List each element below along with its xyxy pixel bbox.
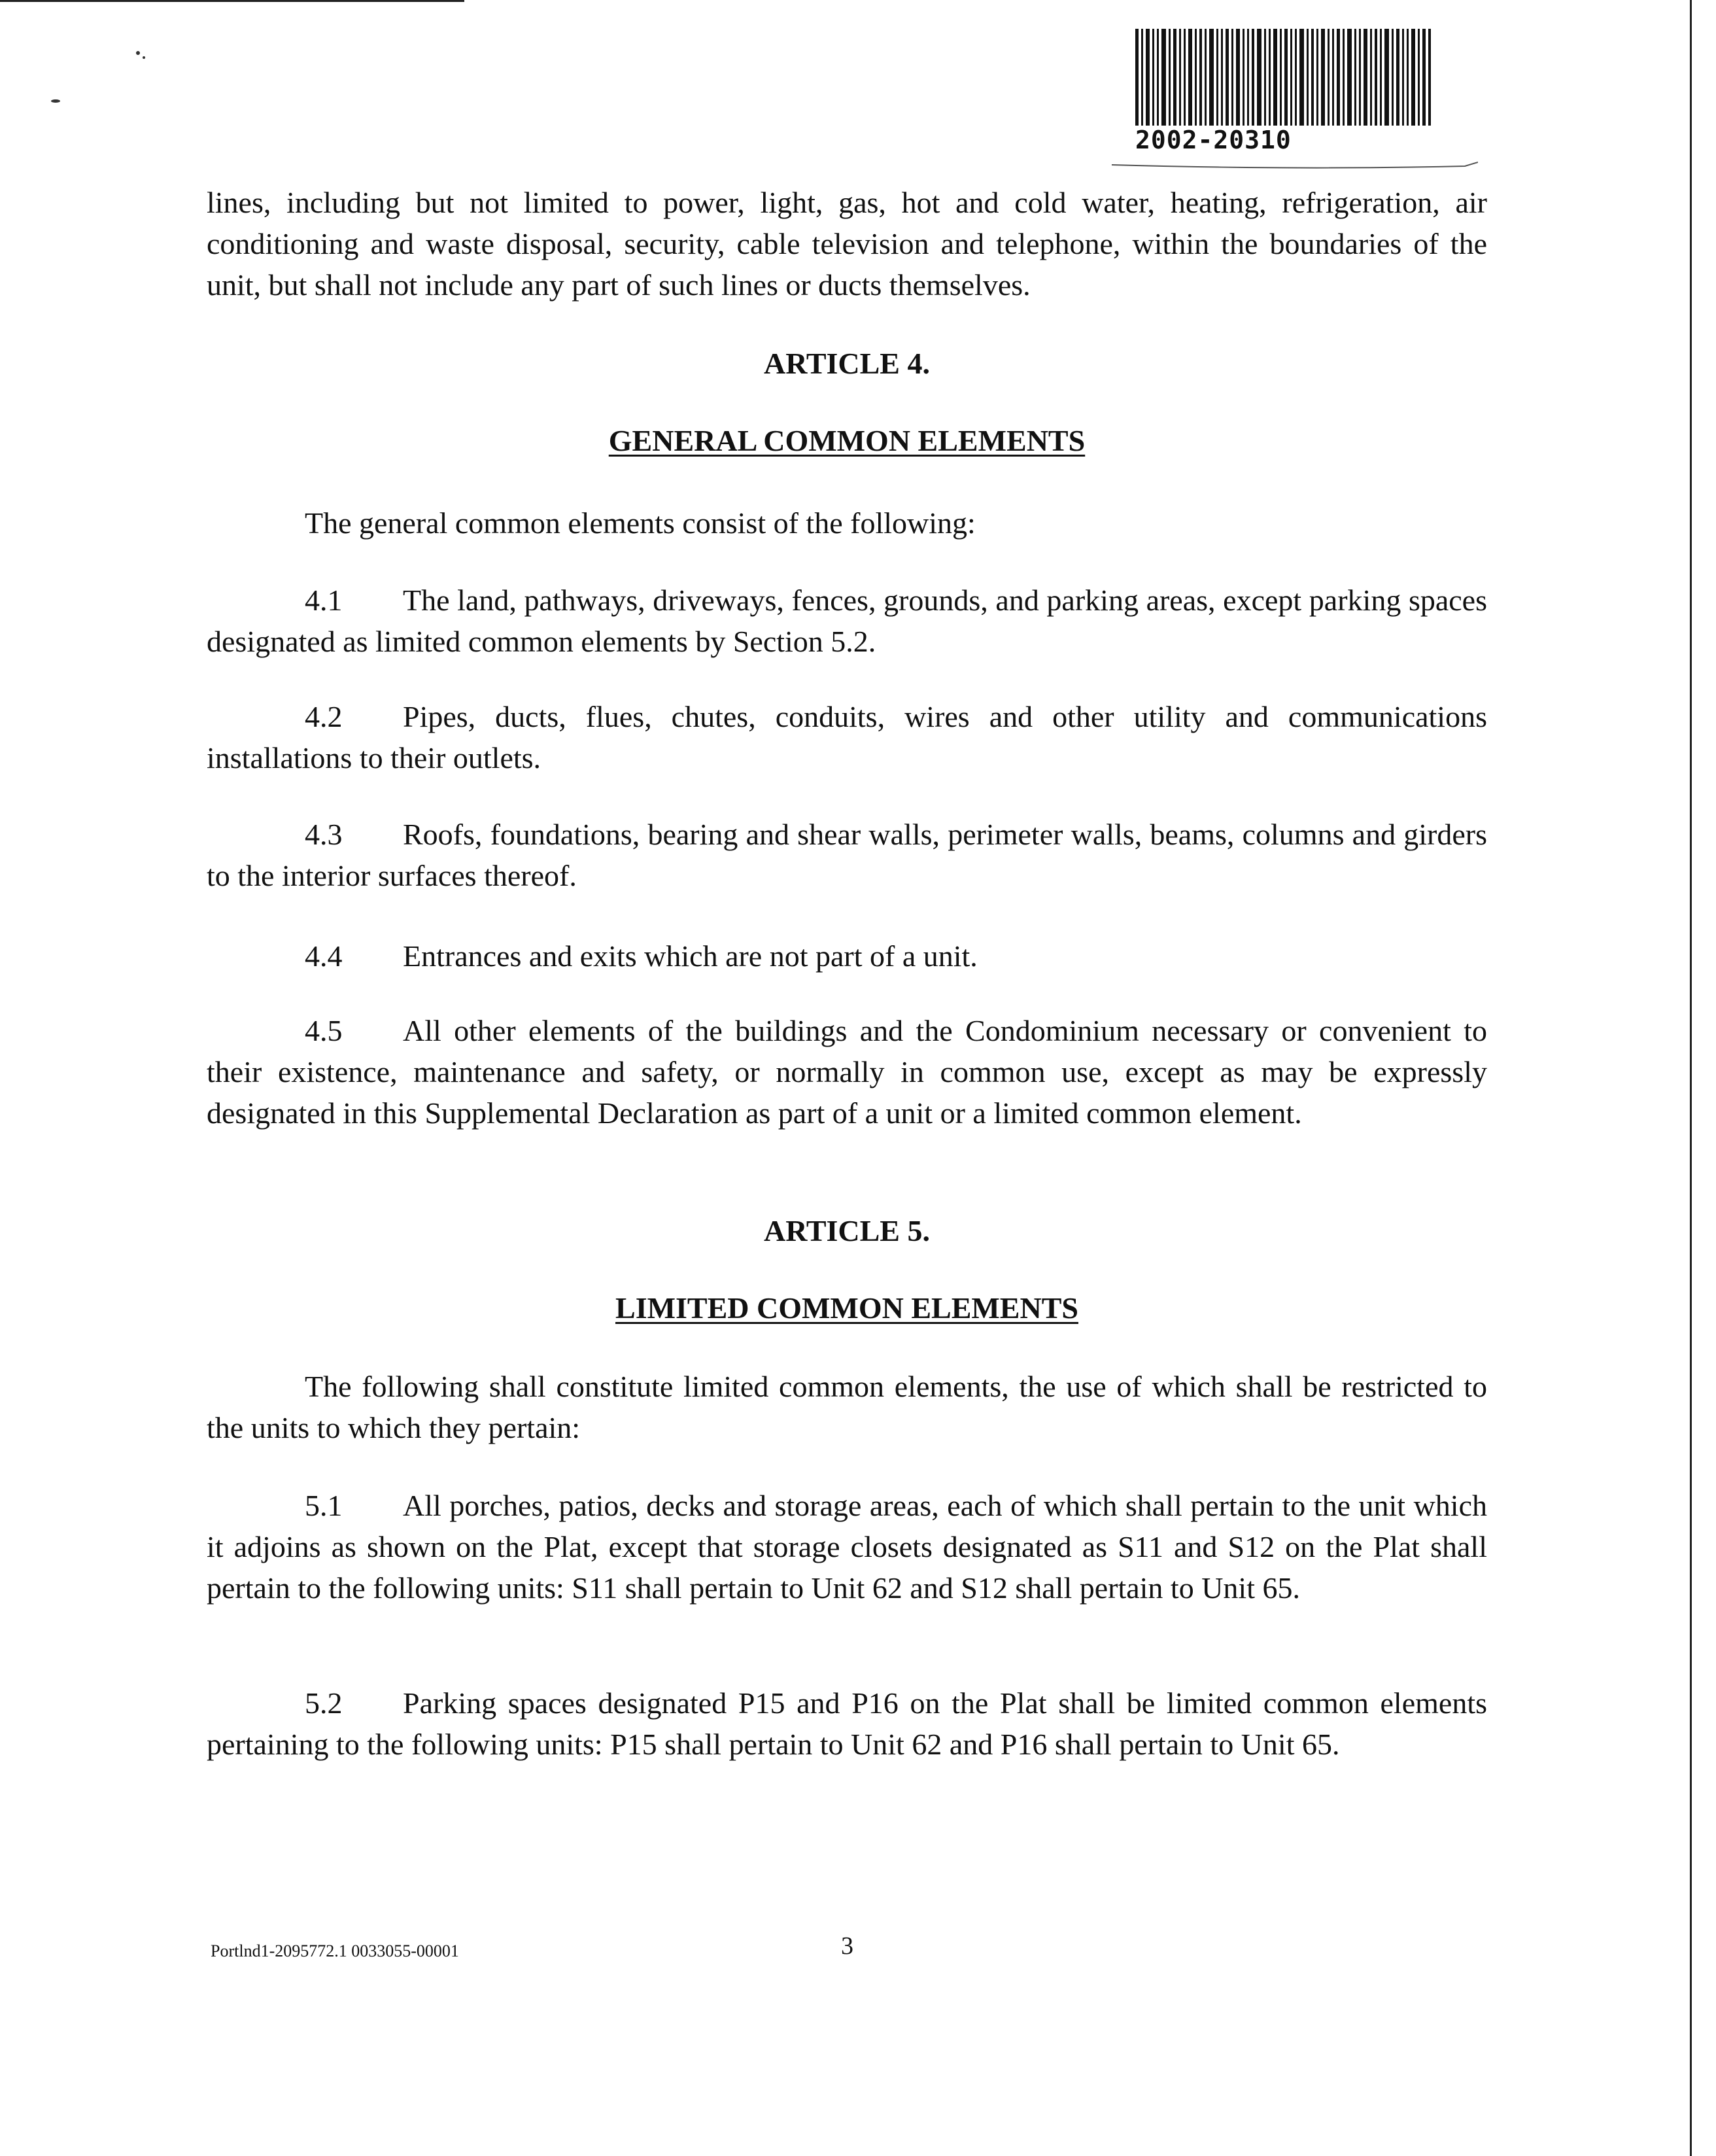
recording-barcode bbox=[1135, 29, 1431, 160]
recording-number: 2002-20310 bbox=[1135, 126, 1292, 154]
section-5-1 bbox=[207, 1485, 1487, 1608]
section-5-2 bbox=[207, 1682, 1487, 1765]
page-number: 3 bbox=[841, 1932, 853, 1960]
section-number: 5.2 bbox=[305, 1686, 343, 1720]
footer-document-id: Portlnd1-2095772.1 0033055-00001 bbox=[211, 1941, 459, 1960]
continuation-paragraph: lines, including but not limited to power, light, gas, hot and cold water, heating, refrigeration, air conditioning and waste disposal, security, cable television and telephone, within the boundaries of the unit, but shall not include any part of such lines or ducts themselves. bbox=[207, 186, 1487, 302]
section-4-5 bbox=[207, 1010, 1487, 1134]
section-number: 4.1 bbox=[305, 583, 343, 617]
article-4-heading-text: GENERAL COMMON ELEMENTS bbox=[608, 424, 1086, 457]
section-number: 5.1 bbox=[305, 1489, 343, 1522]
article-4-intro: The general common elements consist of the following: bbox=[305, 506, 976, 540]
section-text: All other elements of the buildings and the Condominium necessary or convenient to their existence, maintenance and safety, or normally in common use, except as may be expressly designated in this Supplemental Declaration as part of a unit or a limited common element. bbox=[207, 1014, 1487, 1130]
section-text: Parking spaces designated P15 and P16 on the Plat shall be limited common elements pertaining to the following units: P15 shall pertain to Unit 62 and P16 shall pertain to Unit 65. bbox=[207, 1686, 1487, 1761]
section-text: Roofs, foundations, bearing and shear walls, perimeter walls, beams, columns and girders to the interior surfaces thereof. bbox=[207, 818, 1487, 892]
article-5-heading bbox=[207, 1287, 1487, 1329]
article-5-intro-text: The following shall constitute limited common elements, the use of which shall be restricted to the units to which they pertain: bbox=[207, 1370, 1487, 1444]
scan-edge-top bbox=[0, 0, 464, 2]
stamp-underline bbox=[1112, 161, 1478, 174]
section-number: 4.3 bbox=[305, 818, 343, 851]
scan-speck bbox=[136, 51, 140, 55]
section-text: The land, pathways, driveways, fences, grounds, and parking areas, except parking spaces designated as limited common elements by Section 5.2. bbox=[207, 583, 1487, 658]
article-5-heading-text: LIMITED COMMON ELEMENTS bbox=[615, 1291, 1078, 1325]
barcode-icon bbox=[1135, 29, 1431, 126]
section-4-3 bbox=[207, 814, 1487, 896]
article-5-title: ARTICLE 5. bbox=[764, 1214, 930, 1247]
section-number: 4.5 bbox=[305, 1014, 343, 1047]
article-4-heading bbox=[207, 420, 1487, 461]
article-5-intro bbox=[207, 1366, 1487, 1448]
section-number: 4.4 bbox=[305, 939, 343, 973]
section-4-2 bbox=[207, 696, 1487, 778]
scan-speck bbox=[143, 56, 145, 59]
section-4-4 bbox=[207, 935, 1487, 977]
article-4-title: ARTICLE 4. bbox=[764, 347, 930, 380]
section-number: 4.2 bbox=[305, 700, 343, 733]
section-text: Pipes, ducts, flues, chutes, conduits, wires and other utility and communications installations to their outlets. bbox=[207, 700, 1487, 774]
section-text: Entrances and exits which are not part of a unit. bbox=[403, 939, 978, 973]
section-4-1 bbox=[207, 580, 1487, 662]
section-text: All porches, patios, decks and storage areas, each of which shall pertain to the unit which it adjoins as shown on the Plat, except that storage closets designated as S11 and S12 on the Plat shall pertain to the following units: S11 shall pertain to Unit 62 and S12 shall pertain to Unit 65. bbox=[207, 1489, 1487, 1605]
scan-speck bbox=[51, 99, 60, 103]
scan-edge-right bbox=[1690, 0, 1692, 2156]
